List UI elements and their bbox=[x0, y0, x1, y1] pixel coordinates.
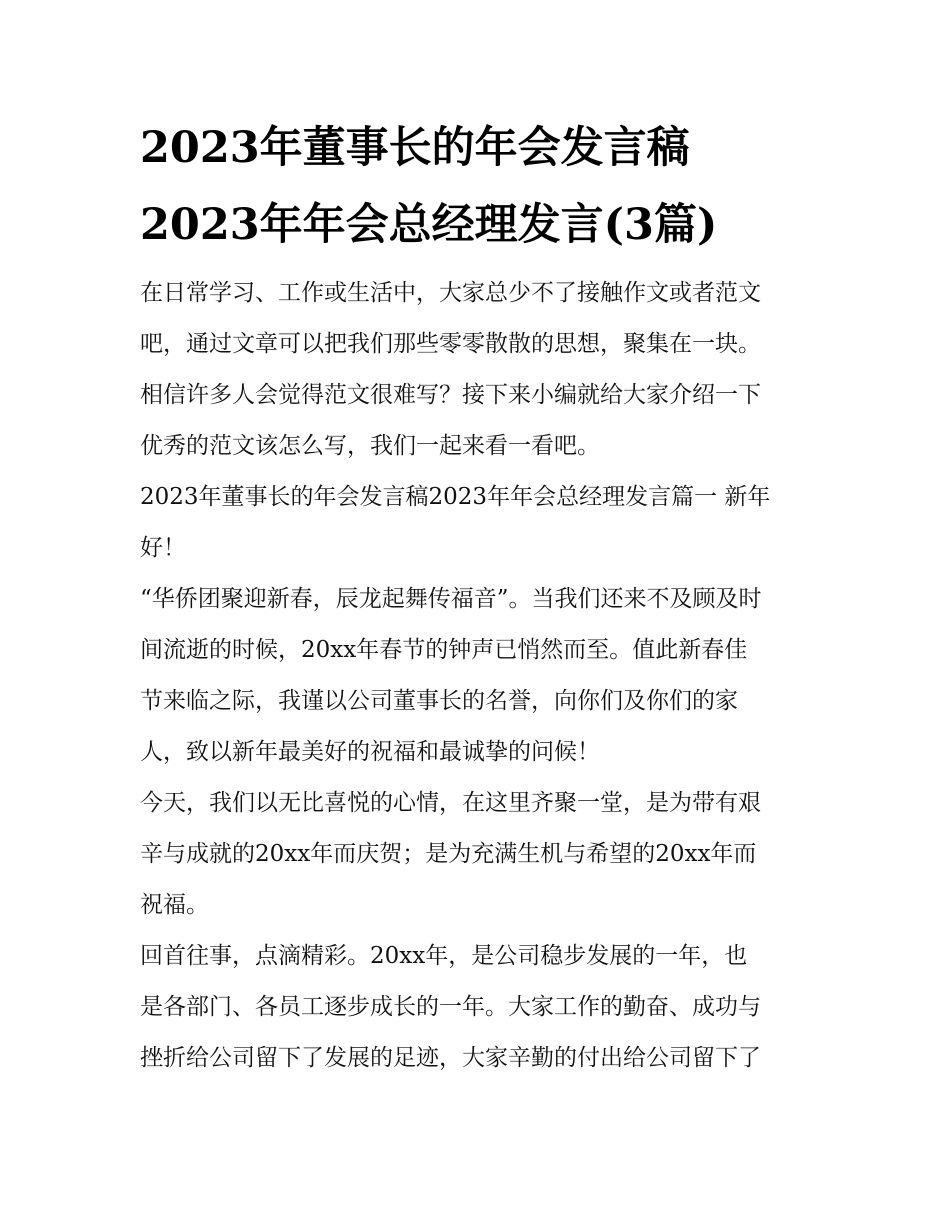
body-line: 2023年董事长的年会发言稿2023年年会总经理发言篇一 新年 bbox=[140, 484, 771, 510]
body-line: 祝福。 bbox=[140, 892, 209, 918]
body-line: 好！ bbox=[140, 535, 186, 561]
document-body bbox=[140, 278, 820, 1094]
body-line: 在日常学习、工作或生活中，大家总少不了接触作文或者范文 bbox=[140, 280, 761, 306]
body-line: 是各部门、各员工逐步成长的一年。大家工作的勤奋、成功与 bbox=[140, 994, 761, 1020]
body-line: 今天，我们以无比喜悦的心情，在这里齐聚一堂，是为带有艰 bbox=[140, 790, 761, 816]
body-line: 人，致以新年最美好的祝福和最诚挚的问候！ bbox=[140, 739, 600, 765]
body-line: 回首往事，点滴精彩。20xx年，是公司稳步发展的一年，也 bbox=[140, 943, 748, 969]
body-line: 相信许多人会觉得范文很难写？接下来小编就给大家介绍一下 bbox=[140, 382, 761, 408]
body-line: 挫折给公司留下了发展的足迹，大家辛勤的付出给公司留下了 bbox=[140, 1045, 761, 1071]
body-line: 辛与成就的20xx年而庆贺；是为充满生机与希望的20xx年而 bbox=[140, 841, 757, 867]
body-line: 吧，通过文章可以把我们那些零零散散的思想，聚集在一块。 bbox=[140, 331, 761, 357]
document-title-line-1: 2023年董事长的年会发言稿 bbox=[140, 123, 690, 173]
body-line: 间流逝的时候，20xx年春节的钟声已悄然而至。值此新春佳 bbox=[140, 637, 748, 663]
body-line: “华侨团聚迎新春，辰龙起舞传福音”。当我们还来不及顾及时 bbox=[140, 586, 762, 612]
body-line: 优秀的范文该怎么写，我们一起来看一看吧。 bbox=[140, 433, 600, 459]
document-title-line-2: 2023年年会总经理发言(3篇) bbox=[140, 200, 718, 250]
body-line: 节来临之际，我谨以公司董事长的名誉，向你们及你们的家 bbox=[140, 688, 738, 714]
